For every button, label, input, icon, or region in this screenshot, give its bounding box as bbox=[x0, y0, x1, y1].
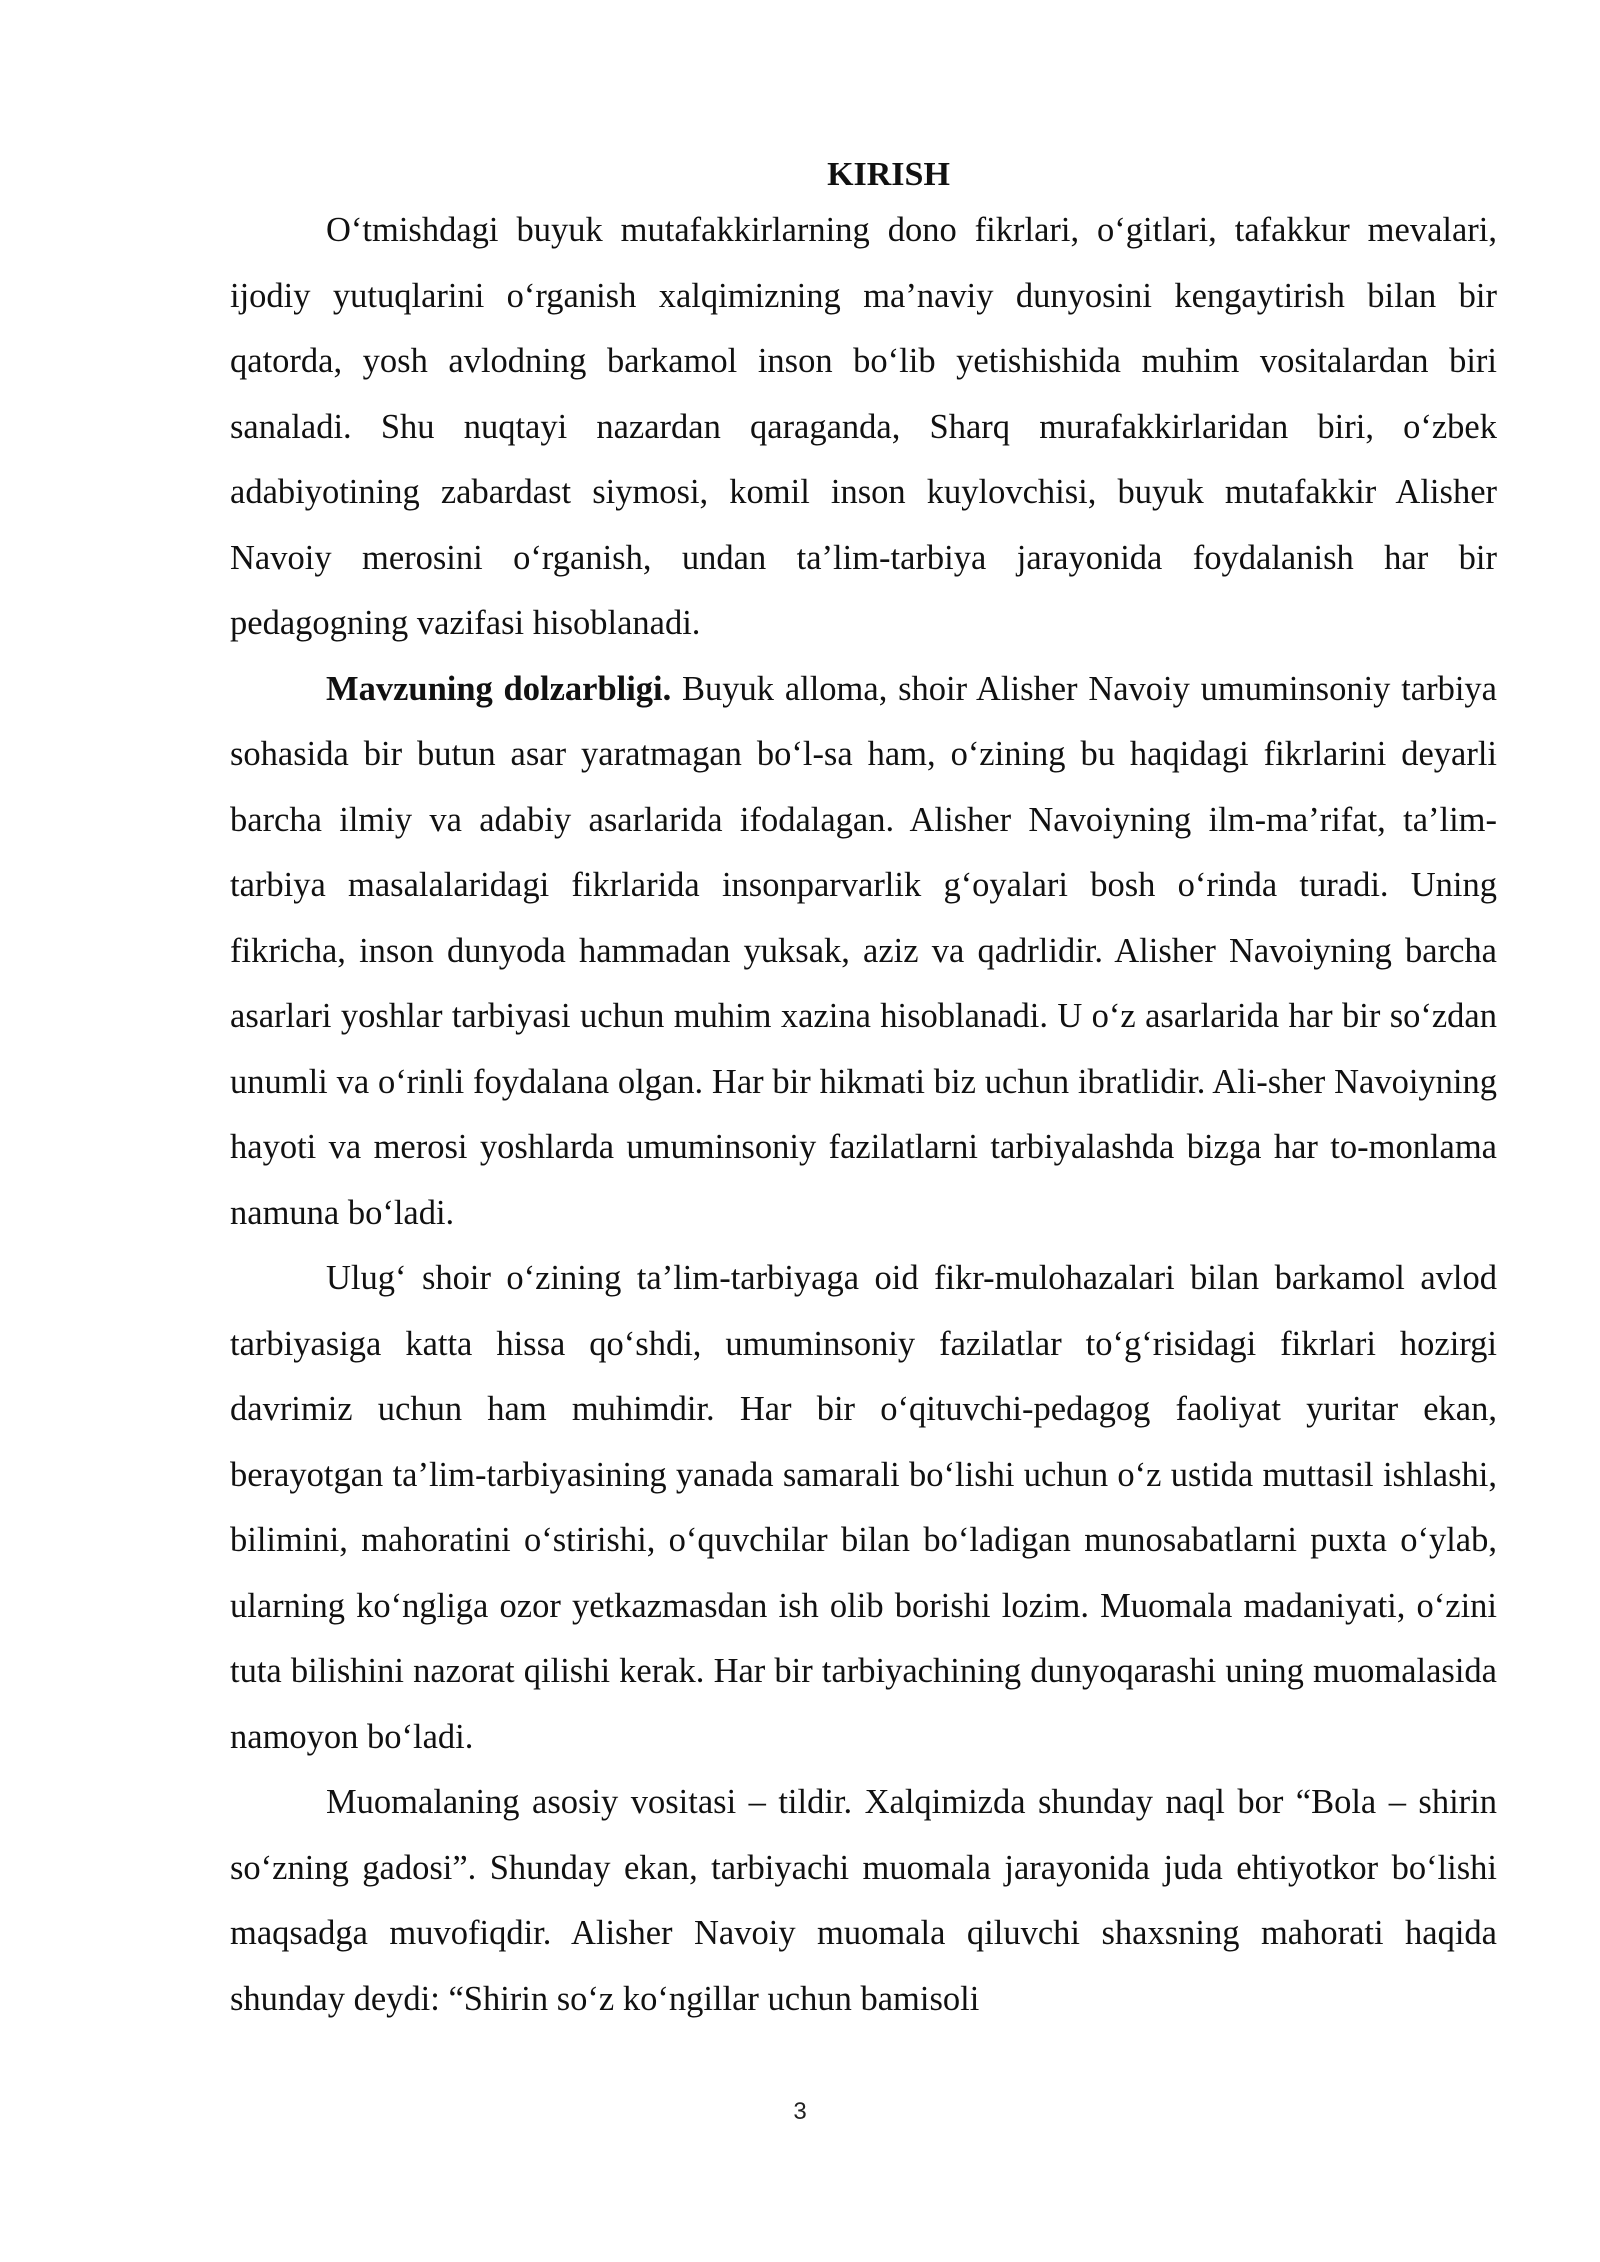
paragraph-text: Muomalaning asosiy vositasi – tildir. Xalqimizda shunday naql bor “Bola – shirin so‘zning gadosi”. Shunday ekan, tarbiyachi muomala jarayonida juda ehtiyotkor bo‘lishi maqsadga muvofiqdir. Alisher Navoiy muomala qiluvchi shaxsning mahorati haqida shunday deydi: “Shirin so‘z ko‘ngillar uchun bamisoli bbox=[230, 1783, 1497, 2018]
paragraph-text: O‘tmishdagi buyuk mutafakkirlarning dono fikrlari, o‘gitlari, tafakkur mevalari, ijodiy yutuqlarini o‘rganish xalqimizning ma’naviy dunyosini kengaytirish bilan bir qatorda, yosh avlodning barkamol inson bo‘lib yetishishida muhim vositalardan biri sanaladi. Shu nuqtayi nazardan qaraganda, Sharq murafakkirlaridan biri, o‘zbek adabiyotining zabardast siymosi, komil inson kuylovchisi, buyuk mutafakkir Alisher Navoiy merosini o‘rganish, undan ta’lim-tarbiya jarayonida foydalanish har bir pedagogning vazifasi hisoblanadi. bbox=[230, 211, 1497, 642]
page-title: KIRISH bbox=[827, 156, 950, 193]
paragraph-lead-heading: Mavzuning dolzarbligi. bbox=[326, 669, 672, 708]
paragraph-text: Ulug‘ shoir o‘zining ta’lim-tarbiyaga oid fikr-mulohazalari bilan barkamol avlod tarbiyasiga katta hissa qo‘shdi, umuminsoniy fazilatlar to‘g‘risidagi fikrlari hozirgi davrimiz uchun ham muhimdir. Har bir o‘qituvchi-pedagog faoliyat yuritar ekan, berayotgan ta’lim-tarbiyasining yanada samarali bo‘lishi uchun o‘z ustida muttasil ishlashi, bilimini, mahoratini o‘stirishi, o‘quvchilar bilan bo‘ladigan munosabatlarni puxta o‘ylab, ularning ko‘ngliga ozor yetkazmasdan ish olib borishi lozim. Muomala madaniyati, o‘zini tuta bilishini nazorat qilishi kerak. Har bir tarbiyachining dunyoqarashi uning muomalasida namoyon bo‘ladi. bbox=[230, 1259, 1497, 1756]
paragraph-text: Buyuk alloma, shoir Alisher Navoiy umuminsoniy tarbiya sohasida bir butun asar yaratmagan bo‘l-sa ham, o‘zining bu haqidagi fikrlarini deyarli barcha ilmiy va adabiy asarlarida ifodalagan. Alisher Navoiyning ilm-ma’rifat, ta’lim-tarbiya masalalaridagi fikrlarida insonparvarlik g‘oyalari bosh o‘rinda turadi. Uning fikricha, inson dunyoda hammadan yuksak, aziz va qadrlidir. Alisher Navoiyning barcha asarlari yoshlar tarbiyasi uchun muhim xazina hisoblanadi. U o‘z asarlarida har bir so‘zdan unumli va o‘rinli foydalana olgan. Har bir hikmati biz uchun ibratlidir. Ali-sher Navoiyning hayoti va merosi yoshlarda umuminsoniy fazilatlarni tarbiyalashda bizga har to-monlama namuna bo‘ladi. bbox=[230, 669, 1497, 1232]
paragraph-relevance bbox=[230, 657, 1497, 1247]
page-number: 3 bbox=[793, 2098, 807, 2125]
document-page bbox=[230, 152, 1497, 2032]
paragraph-great-poet bbox=[230, 1246, 1497, 1770]
paragraph-communication bbox=[230, 1770, 1497, 2032]
paragraph-intro bbox=[230, 198, 1497, 657]
